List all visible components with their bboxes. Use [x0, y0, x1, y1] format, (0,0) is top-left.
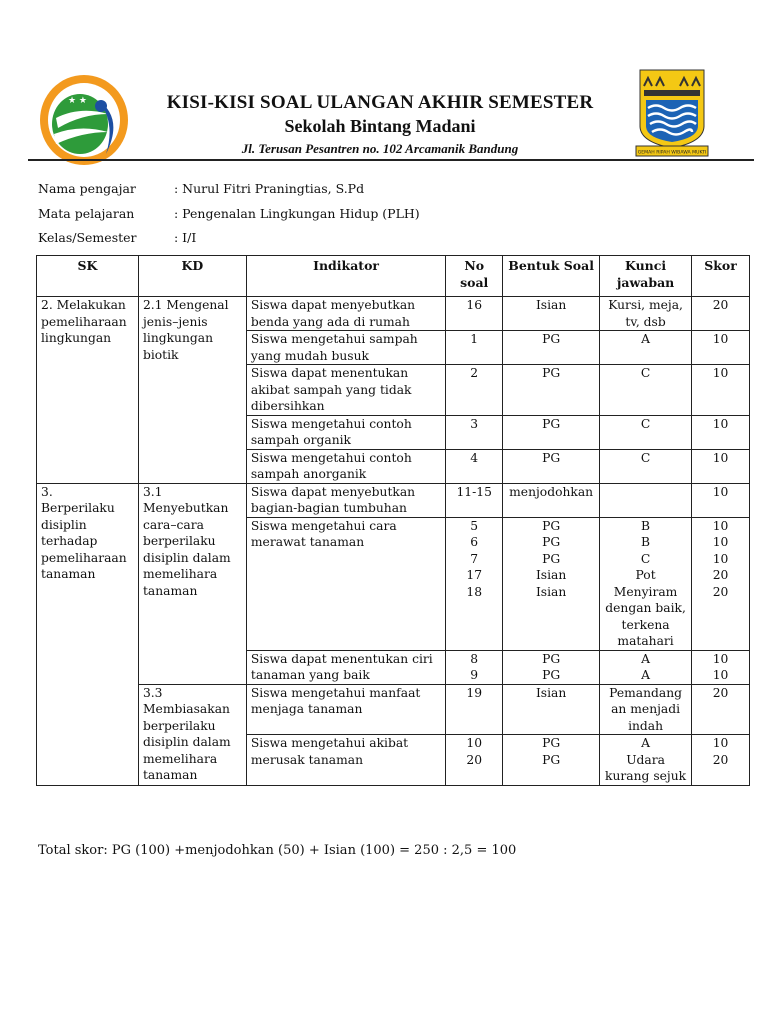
indikator-cell: Siswa mengetahui akibat merusak tanaman — [246, 735, 445, 786]
skor-cell: 10 — [692, 415, 750, 449]
no-soal-cell: 1 — [446, 331, 503, 365]
sk-cell: 3. Berperilaku disiplin terhadap pemeliharaan tanaman — [37, 483, 139, 785]
bentuk-soal-cell: PG — [503, 365, 600, 416]
bentuk-soal-cell: PG — [503, 449, 600, 483]
skor-cell: 10 10 — [692, 650, 750, 684]
skor-cell: 20 — [692, 297, 750, 331]
header-bentuk-soal: Bentuk Soal — [503, 256, 600, 297]
indikator-cell: Siswa mengetahui contoh sampah organik — [246, 415, 445, 449]
crest-motto: GEMAH RIPAH WIBAWA MUKTI — [637, 150, 707, 156]
bentuk-soal-cell: PG PG — [503, 735, 600, 786]
meta-label: Mata pelajaran — [38, 206, 135, 221]
indikator-cell: Siswa dapat menyebutkan benda yang ada di rumah — [246, 297, 445, 331]
kisi-kisi-table — [36, 255, 750, 786]
no-soal-cell: 5 6 7 17 18 — [446, 517, 503, 650]
bentuk-soal-cell: PG PG PG Isian Isian — [503, 517, 600, 650]
skor-cell: 10 10 10 20 20 — [692, 517, 750, 650]
kunci-cell: A A — [600, 650, 692, 684]
meta-label: Nama pengajar — [38, 181, 136, 196]
skor-cell: 10 — [692, 331, 750, 365]
table-row — [37, 483, 750, 517]
no-soal-cell: 10 20 — [446, 735, 503, 786]
kd-cell: 3.1 Menyebutkan cara–cara berperilaku disiplin dalam memelihara tanaman — [138, 483, 246, 684]
table-row — [37, 297, 750, 331]
document-header — [130, 92, 630, 157]
document-title: KISI-KISI SOAL ULANGAN AKHIR SEMESTER — [166, 92, 594, 113]
svg-text:★ ★: ★ ★ — [68, 96, 87, 106]
bentuk-soal-cell: Isian — [503, 684, 600, 735]
kd-cell: 3.3 Membiasakan berperilaku disiplin dalam memelihara tanaman — [138, 684, 246, 785]
header-skor: Skor — [692, 256, 750, 297]
indikator-cell: Siswa mengetahui cara merawat tanaman — [246, 517, 445, 650]
indikator-cell: Siswa dapat menyebutkan bagian-bagian tumbuhan — [246, 483, 445, 517]
meta-value: : Nurul Fitri Praningtias, S.Pd — [174, 181, 365, 196]
header-kd: KD — [138, 256, 246, 297]
bentuk-soal-cell: Isian — [503, 297, 600, 331]
school-name: Sekolah Bintang Madani — [284, 116, 476, 136]
indikator-cell: Siswa mengetahui manfaat menjaga tanaman — [246, 684, 445, 735]
no-soal-cell: 3 — [446, 415, 503, 449]
kunci-cell: C — [600, 365, 692, 416]
header-kunci-jawaban: Kunci jawaban — [600, 256, 692, 297]
bentuk-soal-cell: PG PG — [503, 650, 600, 684]
svg-text:★ ★: ★ ★ — [64, 87, 83, 97]
kunci-cell: C — [600, 415, 692, 449]
indikator-cell: Siswa mengetahui contoh sampah anorganik — [246, 449, 445, 483]
no-soal-cell: 2 — [446, 365, 503, 416]
skor-cell: 10 — [692, 483, 750, 517]
table-row — [37, 684, 750, 735]
skor-cell: 10 — [692, 449, 750, 483]
table-header-row — [37, 256, 750, 297]
indikator-cell: Siswa dapat menentukan ciri tanaman yang baik — [246, 650, 445, 684]
kunci-cell: Pemandang an menjadi indah — [600, 684, 692, 735]
skor-cell: 10 20 — [692, 735, 750, 786]
header-divider — [28, 159, 754, 161]
kunci-cell: C — [600, 449, 692, 483]
kd-cell: 2.1 Mengenal jenis–jenis lingkungan biotik — [138, 297, 246, 484]
kunci-cell: A Udara kurang sejuk — [600, 735, 692, 786]
bentuk-soal-cell: PG — [503, 415, 600, 449]
header-no-soal: No soal — [446, 256, 503, 297]
school-logo — [38, 70, 130, 166]
kunci-cell: Kursi, meja, tv, dsb — [600, 297, 692, 331]
no-soal-cell: 8 9 — [446, 650, 503, 684]
kunci-cell: A — [600, 331, 692, 365]
meta-value: : I/I — [174, 230, 197, 245]
header-sk: SK — [37, 256, 139, 297]
meta-label: Kelas/Semester — [38, 230, 137, 245]
no-soal-cell: 4 — [446, 449, 503, 483]
skor-cell: 20 — [692, 684, 750, 735]
no-soal-cell: 16 — [446, 297, 503, 331]
bentuk-soal-cell: menjodohkan — [503, 483, 600, 517]
total-score: Total skor: PG (100) +menjodohkan (50) + Isian (100) = 250 : 2,5 = 100 — [38, 843, 517, 858]
bentuk-soal-cell: PG — [503, 331, 600, 365]
meta-value: : Pengenalan Lingkungan Hidup (PLH) — [174, 206, 420, 221]
no-soal-cell: 19 — [446, 684, 503, 735]
school-address: Jl. Terusan Pesantren no. 102 Arcamanik Bandung — [241, 141, 519, 156]
header-indikator: Indikator — [246, 256, 445, 297]
sk-cell: 2. Melakukan pemeliharaan lingkungan — [37, 297, 139, 484]
no-soal-cell: 11-15 — [446, 483, 503, 517]
indikator-cell: Siswa mengetahui sampah yang mudah busuk — [246, 331, 445, 365]
city-crest-logo — [634, 68, 710, 158]
indikator-cell: Siswa dapat menentukan akibat sampah yang tidak dibersihkan — [246, 365, 445, 416]
skor-cell: 10 — [692, 365, 750, 416]
kunci-cell: B B C Pot Menyiram dengan baik, terkena matahari — [600, 517, 692, 650]
kunci-cell — [600, 483, 692, 517]
